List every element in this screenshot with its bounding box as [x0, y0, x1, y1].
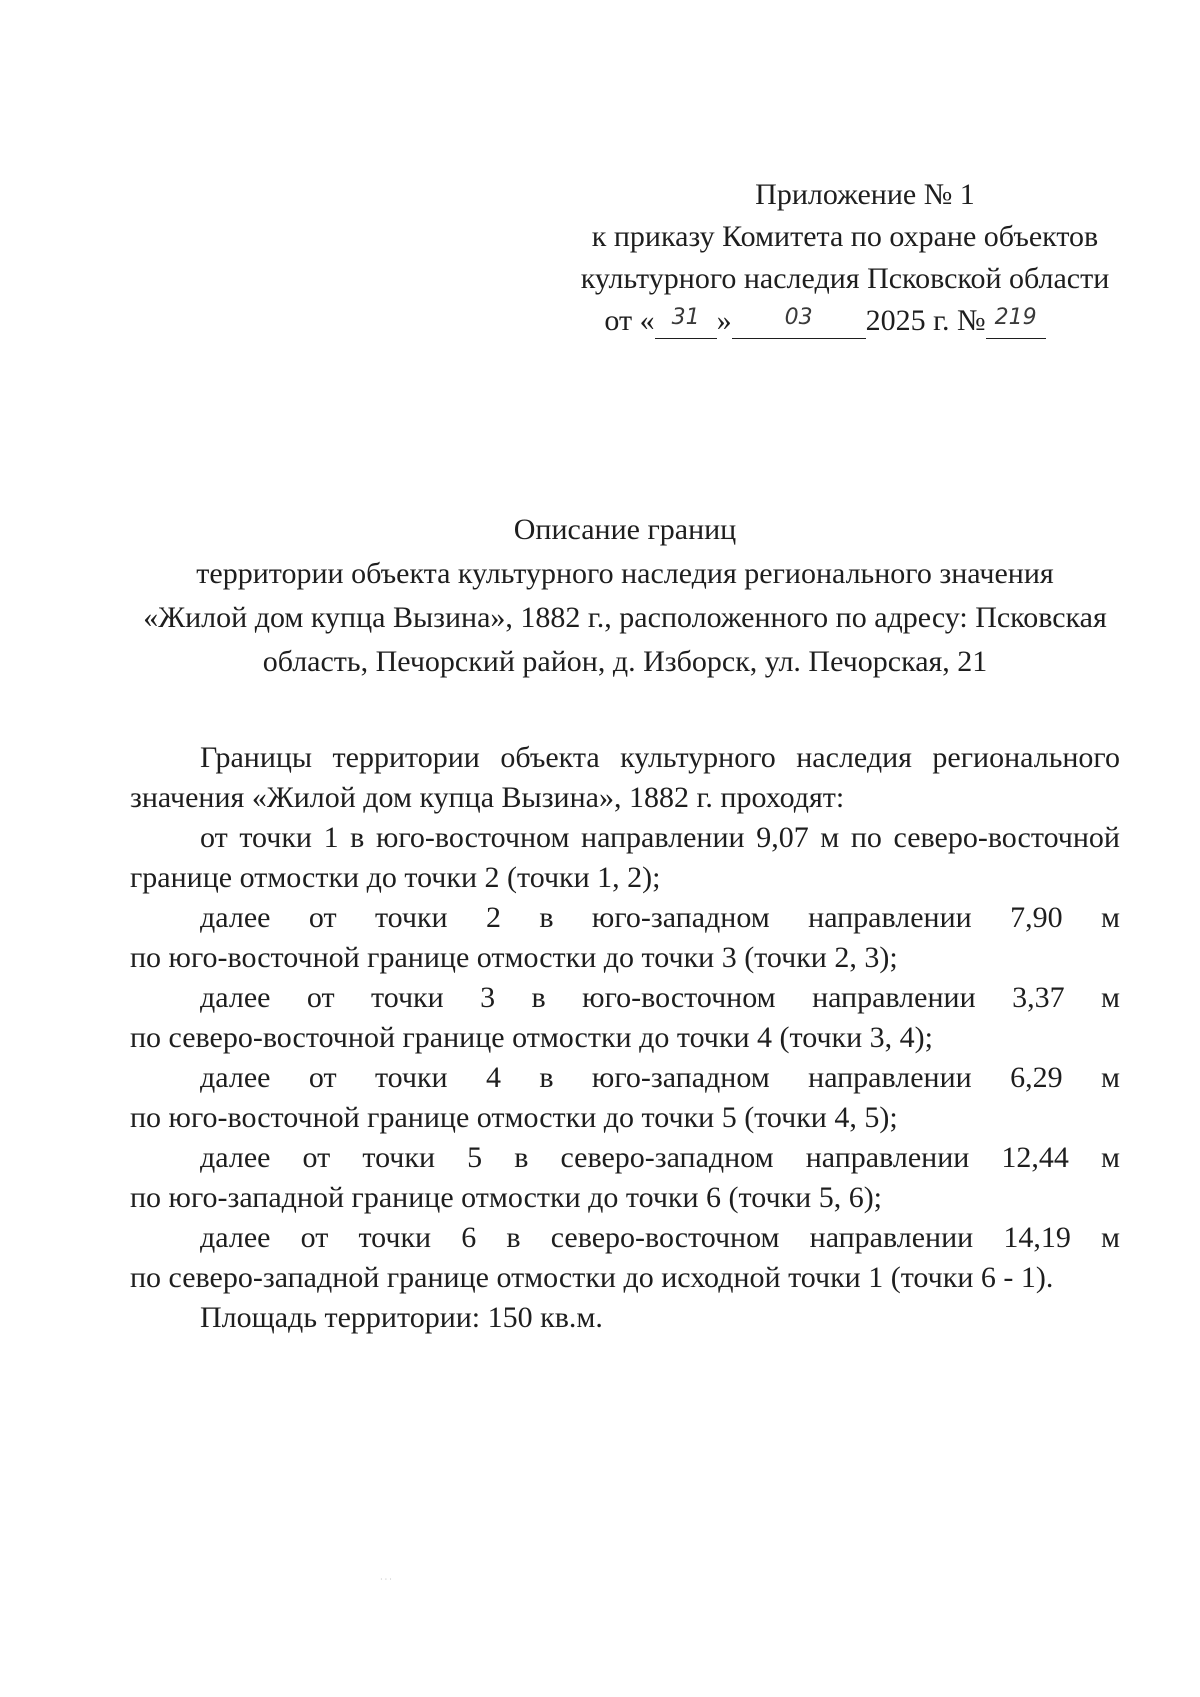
- order-number-field: [986, 304, 1046, 339]
- title-line-3: «Жилой дом купца Вызина», 1882 г., расположенного по адресу: Псковская: [143, 601, 1107, 634]
- boundary-segment-4: [130, 1058, 1120, 1138]
- title-line-1: Описание границ: [513, 513, 737, 546]
- segment-3-line-1: далее от точки 3 в юго-восточном направлении 3,37 м: [200, 981, 1120, 1014]
- segment-5-line-1: далее от точки 5 в северо-западном направлении 12,44 м: [200, 1141, 1120, 1174]
- segment-6-line-1: далее от точки 6 в северо-восточном направлении 14,19 м: [200, 1221, 1120, 1254]
- segment-2-line-1: далее от точки 2 в юго-западном направлении 7,90 м: [200, 901, 1120, 934]
- date-mid: »: [716, 304, 732, 337]
- scan-artifact: ·‧·: [380, 1575, 394, 1584]
- date-prefix: от «: [604, 304, 655, 337]
- boundary-segment-1: от точки 1 в юго-восточном направлении 9,07 м по северо-восточной границе отмостки до точки 2 (точки 1, 2);: [130, 821, 1120, 894]
- segment-3-line-2: по северо-восточной границе отмостки до точки 4 (точки 3, 4);: [130, 1021, 933, 1054]
- intro-paragraph: Границы территории объекта культурного наследия регионального значения «Жилой дом купца Вызина», 1882 г. проходят:: [130, 741, 1120, 814]
- day-handwritten: 31: [671, 305, 700, 330]
- segment-6-line-2: по северо-западной границе отмостки до исходной точки 1 (точки 6 - 1).: [130, 1261, 1054, 1294]
- document-body: [130, 738, 1120, 1338]
- year-number-label: 2025 г. №: [865, 304, 986, 337]
- territory-area: Площадь территории: 150 кв.м.: [200, 1301, 603, 1334]
- boundary-segment-2: [130, 898, 1120, 978]
- month-handwritten: 03: [784, 305, 813, 330]
- title-line-4: область, Печорский район, д. Изборск, ул. Печорская, 21: [262, 645, 988, 678]
- boundary-segment-3: [130, 978, 1120, 1058]
- appendix-header: [560, 174, 1130, 342]
- title-line-2: территории объекта культурного наследия регионального значения: [196, 557, 1054, 590]
- boundary-segment-5: [130, 1138, 1120, 1218]
- boundary-segment-6: [130, 1218, 1120, 1298]
- order-number-handwritten: 219: [994, 305, 1037, 330]
- segment-4-line-2: по юго-восточной границе отмостки до точки 5 (точки 4, 5);: [130, 1101, 898, 1134]
- month-field: [732, 304, 866, 339]
- segment-4-line-1: далее от точки 4 в юго-западном направлении 6,29 м: [200, 1061, 1120, 1094]
- appendix-title: Приложение № 1: [755, 178, 975, 211]
- document-title: [130, 508, 1120, 684]
- day-field: [655, 304, 717, 339]
- appendix-order-line: к приказу Комитета по охране объектов: [591, 220, 1099, 253]
- appendix-date-line: [560, 300, 1130, 342]
- segment-2-line-2: по юго-восточной границе отмостки до точки 3 (точки 2, 3);: [130, 941, 898, 974]
- segment-5-line-2: по юго-западной границе отмостки до точки 6 (точки 5, 6);: [130, 1181, 883, 1214]
- appendix-committee-line: культурного наследия Псковской области: [580, 262, 1110, 295]
